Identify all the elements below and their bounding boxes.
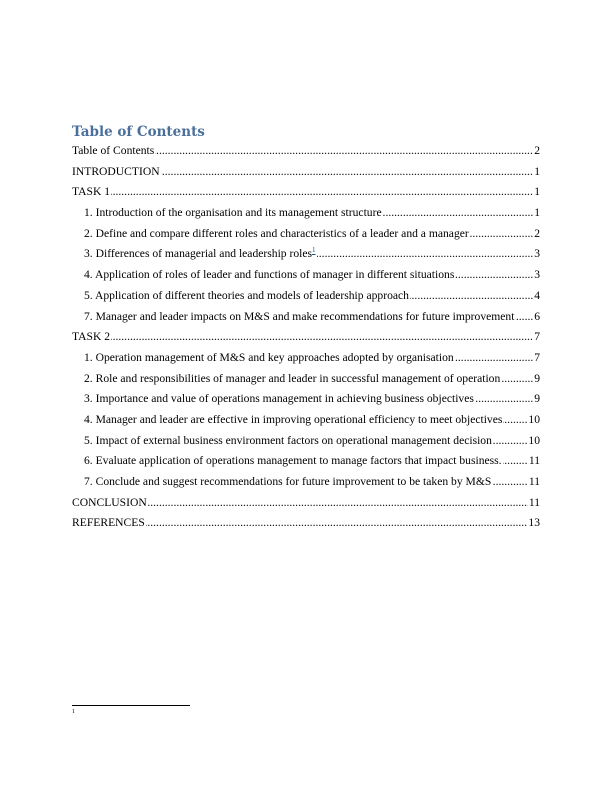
toc-entry xyxy=(72,495,540,516)
toc-entry xyxy=(72,433,540,454)
toc-entry xyxy=(72,412,540,433)
toc-entry xyxy=(72,143,540,164)
toc-entry-page: 13 xyxy=(528,516,540,530)
toc-entry xyxy=(72,205,540,226)
footnote-reference[interactable]: 1 xyxy=(312,246,316,255)
toc-entry xyxy=(72,226,540,247)
footnote xyxy=(72,708,75,716)
toc-entry xyxy=(72,309,540,330)
toc-entry-page: 9 xyxy=(534,392,540,406)
toc-entry-title-wrap xyxy=(84,247,317,260)
toc-entry-page: 7 xyxy=(534,330,540,344)
toc-link[interactable] xyxy=(84,226,540,242)
toc-entry-page: 10 xyxy=(528,412,540,426)
toc-entry-title: 4. Application of roles of leader and functions of manager in different situations xyxy=(84,268,455,282)
toc-entry-page: 1 xyxy=(534,164,540,178)
toc-link[interactable] xyxy=(84,412,540,428)
toc-entry xyxy=(72,246,540,267)
toc-entry xyxy=(72,391,540,412)
toc-entry-title: REFERENCES xyxy=(72,516,145,530)
toc-entry xyxy=(72,267,540,288)
toc-entry-title: 2. Role and responsibilities of manager and leader in successful management of operation xyxy=(84,371,501,385)
toc-entry xyxy=(72,371,540,392)
toc-link[interactable] xyxy=(84,205,540,221)
toc-entry xyxy=(72,453,540,474)
toc-entry-title: 2. Define and compare different roles and characteristics of a leader and a manager xyxy=(84,226,469,240)
toc-entry xyxy=(72,350,540,371)
toc-entry xyxy=(72,288,540,309)
toc-link[interactable] xyxy=(84,267,540,283)
toc-link[interactable] xyxy=(84,350,540,366)
toc-link[interactable] xyxy=(84,371,540,387)
toc-link[interactable] xyxy=(72,184,540,200)
toc-link[interactable] xyxy=(72,495,540,511)
toc-entry-page: 6 xyxy=(534,309,540,323)
toc-entry-title: 7. Conclude and suggest recommendations for future improvement to be taken by M&S xyxy=(84,475,492,488)
toc-entry-page: 3 xyxy=(534,268,540,282)
toc-link[interactable] xyxy=(84,453,540,469)
footnote-separator xyxy=(72,705,190,706)
footnote-marker: 1 xyxy=(72,709,75,715)
toc-link[interactable] xyxy=(84,246,540,262)
toc-entry-page: 10 xyxy=(528,433,540,447)
toc-entry-title: TASK 1 xyxy=(72,185,111,199)
toc-entry-title: TASK 2 xyxy=(72,330,111,344)
toc-entry-page: 11 xyxy=(528,495,540,509)
toc-entry-page: 1 xyxy=(534,185,540,199)
toc-entry-title: 3. Differences of managerial and leadership roles xyxy=(84,247,313,261)
toc-entry-title: INTRODUCTION xyxy=(72,164,160,178)
toc-entry-title: 5. Impact of external business environment factors on operational management decision xyxy=(84,433,492,447)
toc-entry xyxy=(72,184,540,205)
toc-entry-page: 7 xyxy=(534,350,540,364)
toc-link[interactable] xyxy=(84,433,540,449)
toc-link[interactable] xyxy=(84,309,540,325)
toc-entry-page: 9 xyxy=(534,371,540,385)
toc-entry-page: 2 xyxy=(534,226,540,240)
toc-entry-title: 6. Evaluate application of operations management to manage factors that impact business. xyxy=(84,454,502,468)
toc-link[interactable] xyxy=(72,515,540,531)
toc-entry xyxy=(72,329,540,350)
toc-link[interactable] xyxy=(84,474,540,490)
toc-entry-title: 4. Manager and leader are effective in improving operational efficiency to meet objectives xyxy=(84,412,503,426)
toc-entry-page: 11 xyxy=(528,454,540,468)
toc-entry xyxy=(72,474,540,495)
toc-entry-page: 4 xyxy=(534,288,540,302)
toc-entry-title: 1. Introduction of the organisation and its management structure xyxy=(84,206,382,220)
toc-heading: Table of Contents xyxy=(72,124,205,140)
toc-list xyxy=(72,143,540,536)
toc-entry-title: 3. Importance and value of operations management in achieving business objectives xyxy=(84,392,474,406)
toc-entry-title: Table of Contents xyxy=(72,144,155,157)
toc-link[interactable] xyxy=(84,391,540,407)
toc-entry-title: 5. Application of different theories and models of leadership approach xyxy=(84,288,409,302)
toc-entry xyxy=(72,515,540,536)
toc-entry xyxy=(72,164,540,185)
toc-entry-title: 7. Manager and leader impacts on M&S and make recommendations for future improvement xyxy=(84,309,515,323)
toc-entry-page: 3 xyxy=(534,247,540,261)
toc-entry-title: 1. Operation management of M&S and key approaches adopted by organisation xyxy=(84,350,454,364)
toc-entry-page: 1 xyxy=(534,206,540,220)
toc-entry-page: 11 xyxy=(528,475,540,488)
toc-link[interactable] xyxy=(72,143,540,159)
toc-entry-page: 2 xyxy=(534,144,540,157)
toc-entry-title: CONCLUSION xyxy=(72,495,147,509)
toc-link[interactable] xyxy=(72,329,540,345)
toc-link[interactable] xyxy=(84,288,540,304)
toc-link[interactable] xyxy=(72,164,540,180)
